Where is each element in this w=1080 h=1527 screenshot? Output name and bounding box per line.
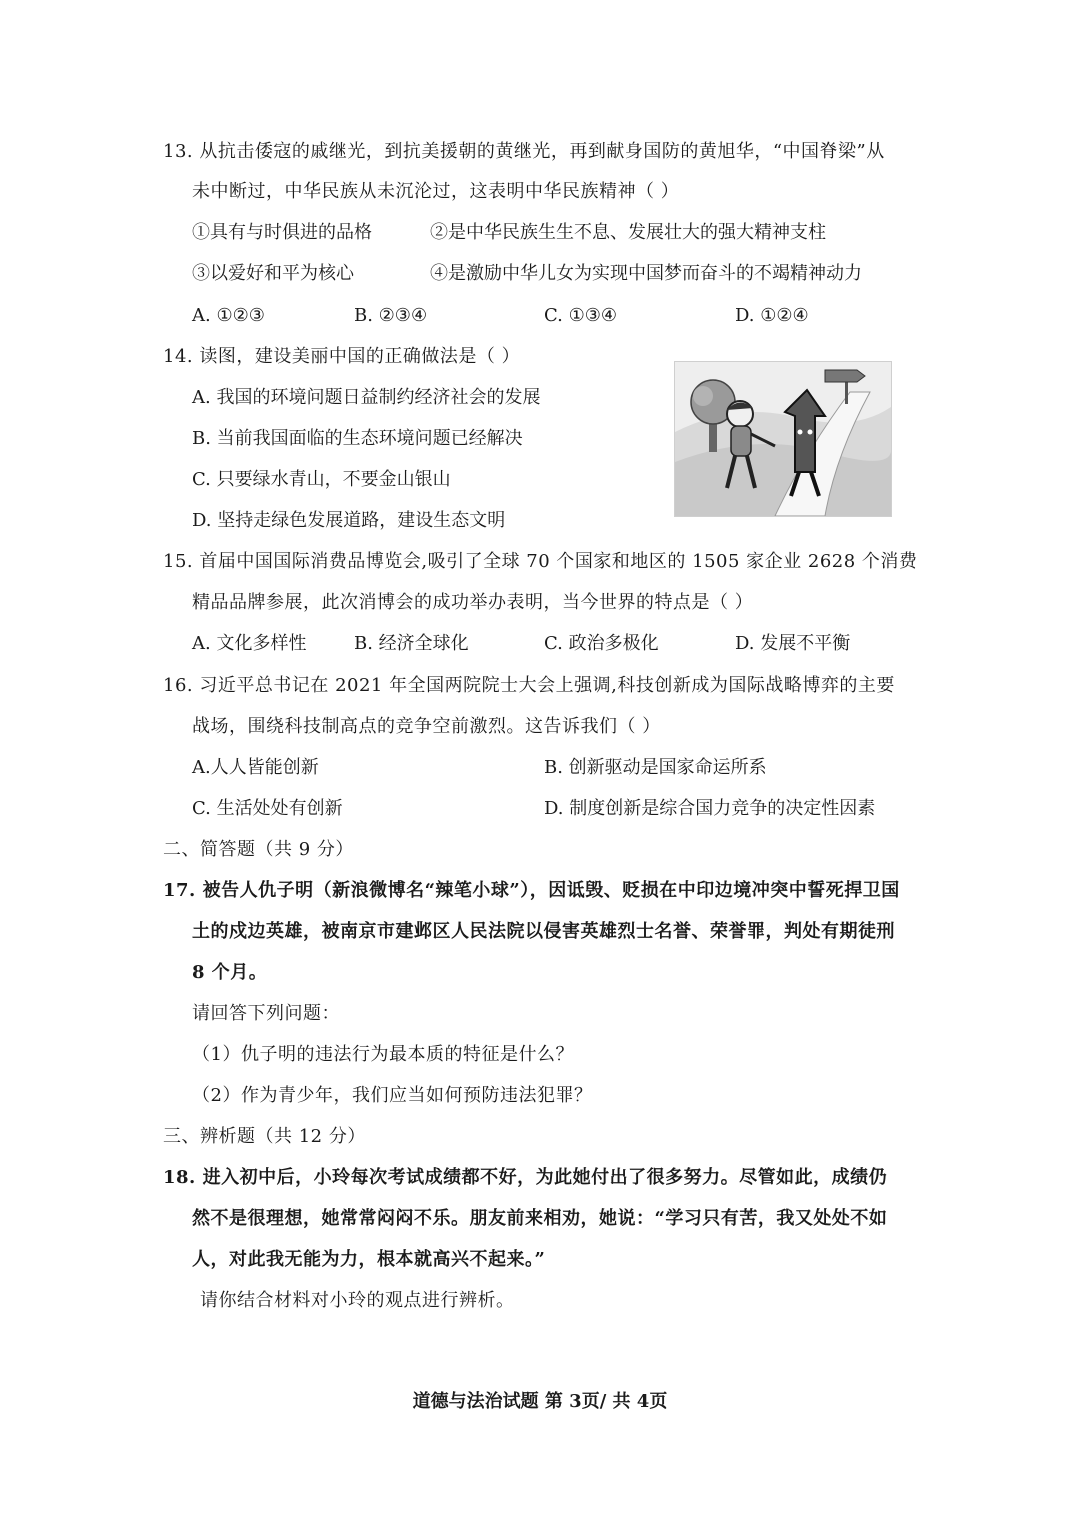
q15-option-d: D. 发展不平衡: [735, 633, 851, 654]
q14-option-b: B. 当前我国面临的生态环境问题已经解决: [192, 428, 523, 449]
q13-statement-2: ②是中华民族生生不息、发展壮大的强大精神支柱: [430, 222, 826, 243]
q13-stem-line1: 13. 从抗击倭寇的戚继光，到抗美援朝的黄继光，再到献身国防的黄旭华，“中国脊梁”从: [163, 141, 885, 162]
q16-stem-line1: 16. 习近平总书记在 2021 年全国两院院士大会上强调,科技创新成为国际战略博弈的主要: [163, 675, 895, 696]
q16-option-a: A.人人皆能创新: [192, 757, 319, 778]
q18-stem-line3: 人，对此我无能为力，根本就高兴不起来。”: [192, 1249, 546, 1270]
q13-option-d: D. ①②④: [735, 305, 809, 326]
q15-option-b: B. 经济全球化: [354, 633, 469, 654]
q13-option-c: C. ①③④: [544, 305, 617, 326]
q17-stem-line3: 8 个月。: [192, 962, 268, 983]
q13-statement-3: ③以爱好和平为核心: [192, 263, 354, 284]
q17-prompt: 请回答下列问题：: [192, 1003, 340, 1024]
q13-stem-line2: 未中断过，中华民族从未沉沦过，这表明中华民族精神（ ）: [192, 181, 680, 202]
q14-option-a: A. 我国的环境问题日益制约经济社会的发展: [192, 387, 541, 408]
q16-stem-line2: 战场，围绕科技制高点的竞争空前激烈。这告诉我们（ ）: [192, 716, 661, 737]
q14-stem: 14. 读图，建设美丽中国的正确做法是（ ）: [163, 346, 521, 367]
section-2-heading: 二、简答题（共 9 分）: [163, 839, 354, 860]
q15-stem-line2: 精品品牌参展，此次消博会的成功举办表明，当今世界的特点是（ ）: [192, 592, 754, 613]
q13-statement-1: ①具有与时俱进的品格: [192, 222, 372, 243]
q15-option-c: C. 政治多极化: [544, 633, 659, 654]
q16-option-c: C. 生活处处有创新: [192, 798, 343, 819]
q13-option-b: B. ②③④: [354, 305, 428, 326]
q18-stem-line1: 18. 进入初中后，小玲每次考试成绩都不好，为此她付出了很多努力。尽管如此，成绩仍: [163, 1167, 888, 1188]
cartoon-svg: [675, 362, 891, 516]
q18-stem-line2: 然不是很理想，她常常闷闷不乐。朋友前来相劝，她说：“学习只有苦，我又处处不如: [192, 1208, 888, 1229]
q13-statement-4: ④是激励中华儿女为实现中国梦而奋斗的不竭精神动力: [430, 263, 862, 284]
q13-option-a: A. ①②③: [192, 305, 265, 326]
q17-stem-line2: 土的戍边英雄，被南京市建邺区人民法院以侵害英雄烈士名誉、荣誉罪，判处有期徒刑: [192, 921, 895, 942]
q17-subquestion-2: （2）作为青少年，我们应当如何预防违法犯罪？: [192, 1085, 593, 1106]
q18-prompt: 请你结合材料对小玲的观点进行辨析。: [200, 1290, 515, 1311]
q14-option-c: C. 只要绿水青山，不要金山银山: [192, 469, 451, 490]
section-3-heading: 三、辨析题（共 12 分）: [163, 1126, 366, 1147]
q14-option-d: D. 坚持走绿色发展道路，建设生态文明: [192, 510, 506, 531]
q16-option-b: B. 创新驱动是国家命运所系: [544, 757, 767, 778]
q17-subquestion-1: （1）仇子明的违法行为最本质的特征是什么？: [192, 1044, 574, 1065]
q15-option-a: A. 文化多样性: [192, 633, 307, 654]
q17-stem-line1: 17. 被告人仇子明（新浪微博名“辣笔小球”），因诋毁、贬损在中印边境冲突中誓死捍卫国: [163, 880, 900, 901]
q16-option-d: D. 制度创新是综合国力竞争的决定性因素: [544, 798, 876, 819]
q15-stem-line1: 15. 首届中国国际消费品博览会,吸引了全球 70 个国家和地区的 1505 家企业 2628 个消费: [163, 551, 918, 572]
q14-cartoon-illustration: [674, 361, 892, 517]
page-footer: 道德与法治试题 第 3页/ 共 4页: [412, 1391, 668, 1412]
